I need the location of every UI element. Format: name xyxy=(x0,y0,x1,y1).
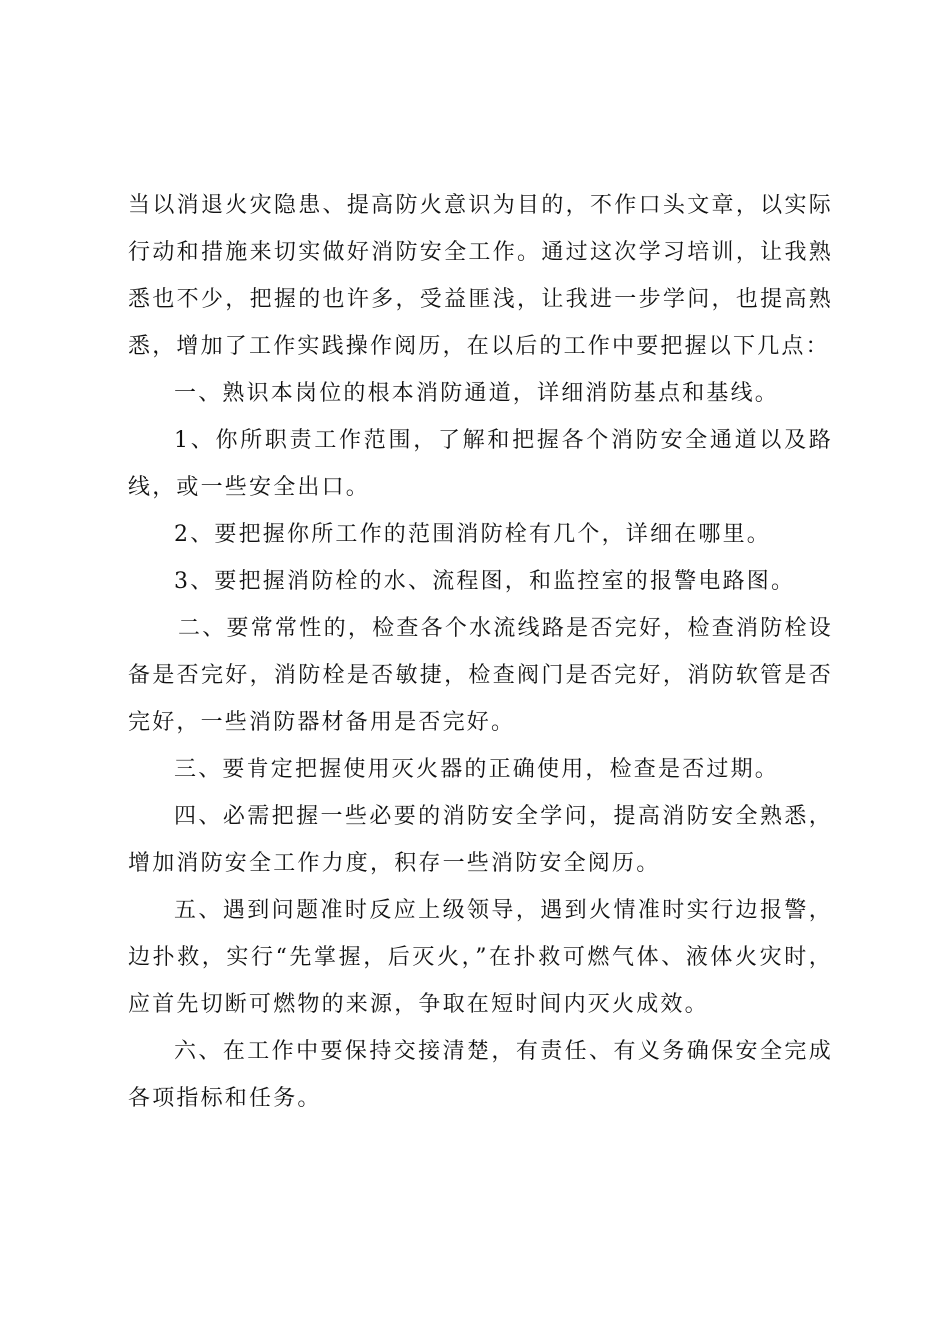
paragraph-point-6: 六、在工作中要保持交接清楚，有责任、有义务确保安全完成各项指标和任务。 xyxy=(128,1039,833,1111)
paragraph-point-1-2: 2、要把握你所工作的范围消防栓有几个，详细在哪里。 xyxy=(174,522,771,547)
paragraph-point-1-3: 3、要把握消防栓的水、流程图，和监控室的报警电路图。 xyxy=(174,569,796,594)
document-body xyxy=(128,182,833,1122)
paragraph-point-2: 二、要常常性的，检查各个水流线路是否完好，检查消防栓设备是否完好，消防栓是否敏捷，检查阀门是否完好，消防软管是否完好，一些消防器材备用是否完好。 xyxy=(128,616,833,735)
paragraph-point-1: 一、熟识本岗位的根本消防通道，详细消防基点和基线。 xyxy=(174,381,780,406)
paragraph-point-5: 五、遇到问题准时反应上级领导，遇到火情准时实行边报警，边扑救，实行“先掌握，后灭火，”在扑救可燃气体、液体火灾时，应首先切断可燃物的来源，争取在短时间内灭火成效。 xyxy=(128,898,833,1017)
paragraph-point-1-1: 1、你所职责工作范围，了解和把握各个消防安全通道以及路线，或一些安全出口。 xyxy=(128,428,833,500)
paragraph-intro: 当以消退火灾隐患、提高防火意识为目的，不作口头文章，以实际行动和措施来切实做好消防安全工作。通过这次学习培训，让我熟悉也不少，把握的也许多，受益匪浅，让我进一步学问，也提高熟悉，增加了工作实践操作阅历，在以后的工作中要把握以下几点： xyxy=(128,193,833,359)
paragraph-point-4: 四、必需把握一些必要的消防安全学问，提高消防安全熟悉，增加消防安全工作力度，积存一些消防安全阅历。 xyxy=(128,804,833,876)
paragraph-point-3: 三、要肯定把握使用灭火器的正确使用，检查是否过期。 xyxy=(174,757,780,782)
